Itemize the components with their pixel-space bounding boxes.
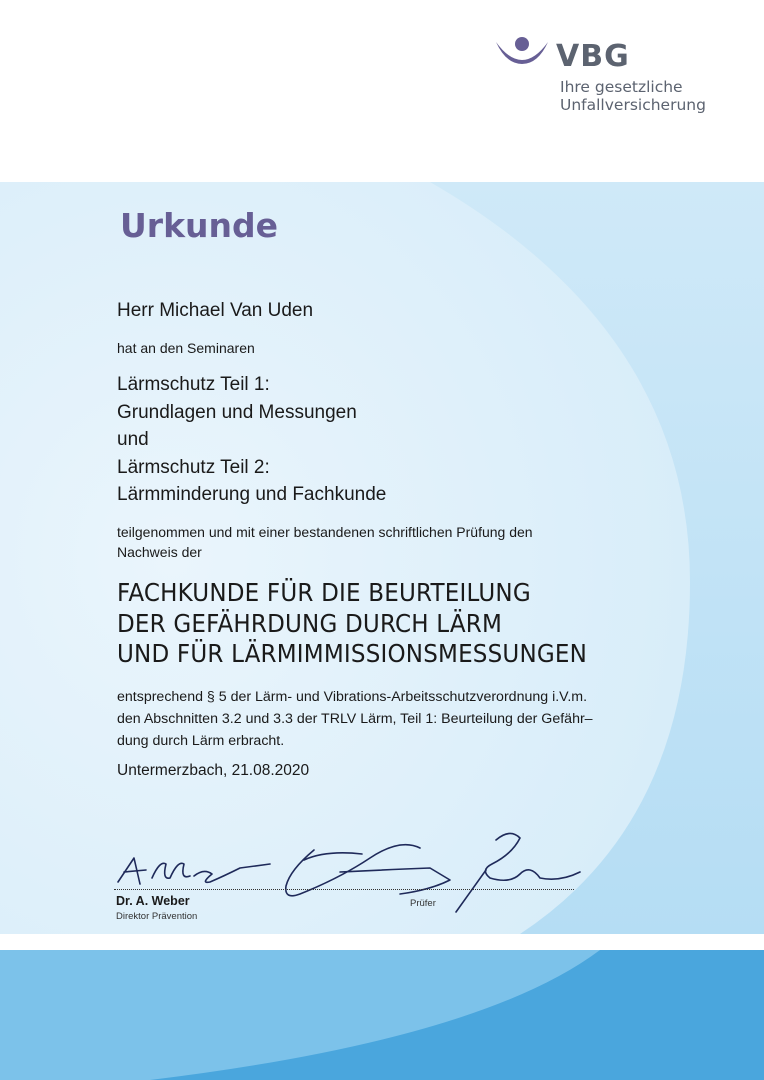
logo-tagline-1: Ihre gesetzliche: [560, 78, 683, 96]
place-date: Untermerzbach, 21.08.2020: [117, 762, 310, 779]
participation-line: teilgenommen und mit einer bestandenen schriftlichen Prüfung den: [117, 524, 533, 540]
participation-line: Nachweis der: [117, 544, 202, 560]
course-line: Grundlagen und Messungen: [117, 401, 357, 423]
signatory-name: Dr. A. Weber: [116, 894, 190, 908]
vbg-logo-mark-icon: [492, 34, 552, 74]
course-line: Lärmschutz Teil 1:: [117, 374, 270, 395]
intro-text: hat an den Seminaren: [117, 340, 255, 356]
recipient-name: Herr Michael Van Uden: [117, 300, 314, 321]
logo-tagline-2: Unfallversicherung: [560, 96, 706, 114]
legal-text: [117, 686, 593, 752]
participation-text: [117, 522, 533, 562]
certificate-title: Urkunde: [120, 206, 279, 245]
qualification-heading: [117, 578, 587, 670]
course-line: Lärmminderung und Fachkunde: [117, 484, 387, 505]
qualification-line: DER GEFÄHRDUNG DURCH LÄRM: [117, 608, 503, 638]
course-line: Lärmschutz Teil 2:: [117, 456, 270, 478]
bottom-arc: [0, 950, 764, 1080]
bottom-band: [0, 950, 764, 1080]
legal-line: dung durch Lärm erbracht.: [117, 733, 285, 749]
qualification-line: UND FÜR LÄRMIMMISSIONSMESSUNGEN: [117, 639, 588, 668]
logo-brand: VBG: [556, 39, 630, 74]
legal-line: den Abschnitten 3.2 und 3.3 der TRLV Lärm, Teil 1: Beurteilung der Gefähr–: [117, 711, 593, 727]
examiner-label: Prüfer: [410, 898, 436, 909]
signature-line: [114, 889, 574, 890]
course-line: und: [117, 429, 149, 450]
legal-line: entsprechend § 5 der Lärm- und Vibrations-Arbeitsschutzverordnung i.V.m.: [117, 689, 588, 705]
qualification-line: FACHKUNDE FÜR DIE BEURTEILUNG: [117, 578, 531, 607]
vbg-logo: [492, 34, 722, 124]
course-list: [117, 371, 386, 509]
signatory-role: Direktor Prävention: [116, 911, 198, 922]
